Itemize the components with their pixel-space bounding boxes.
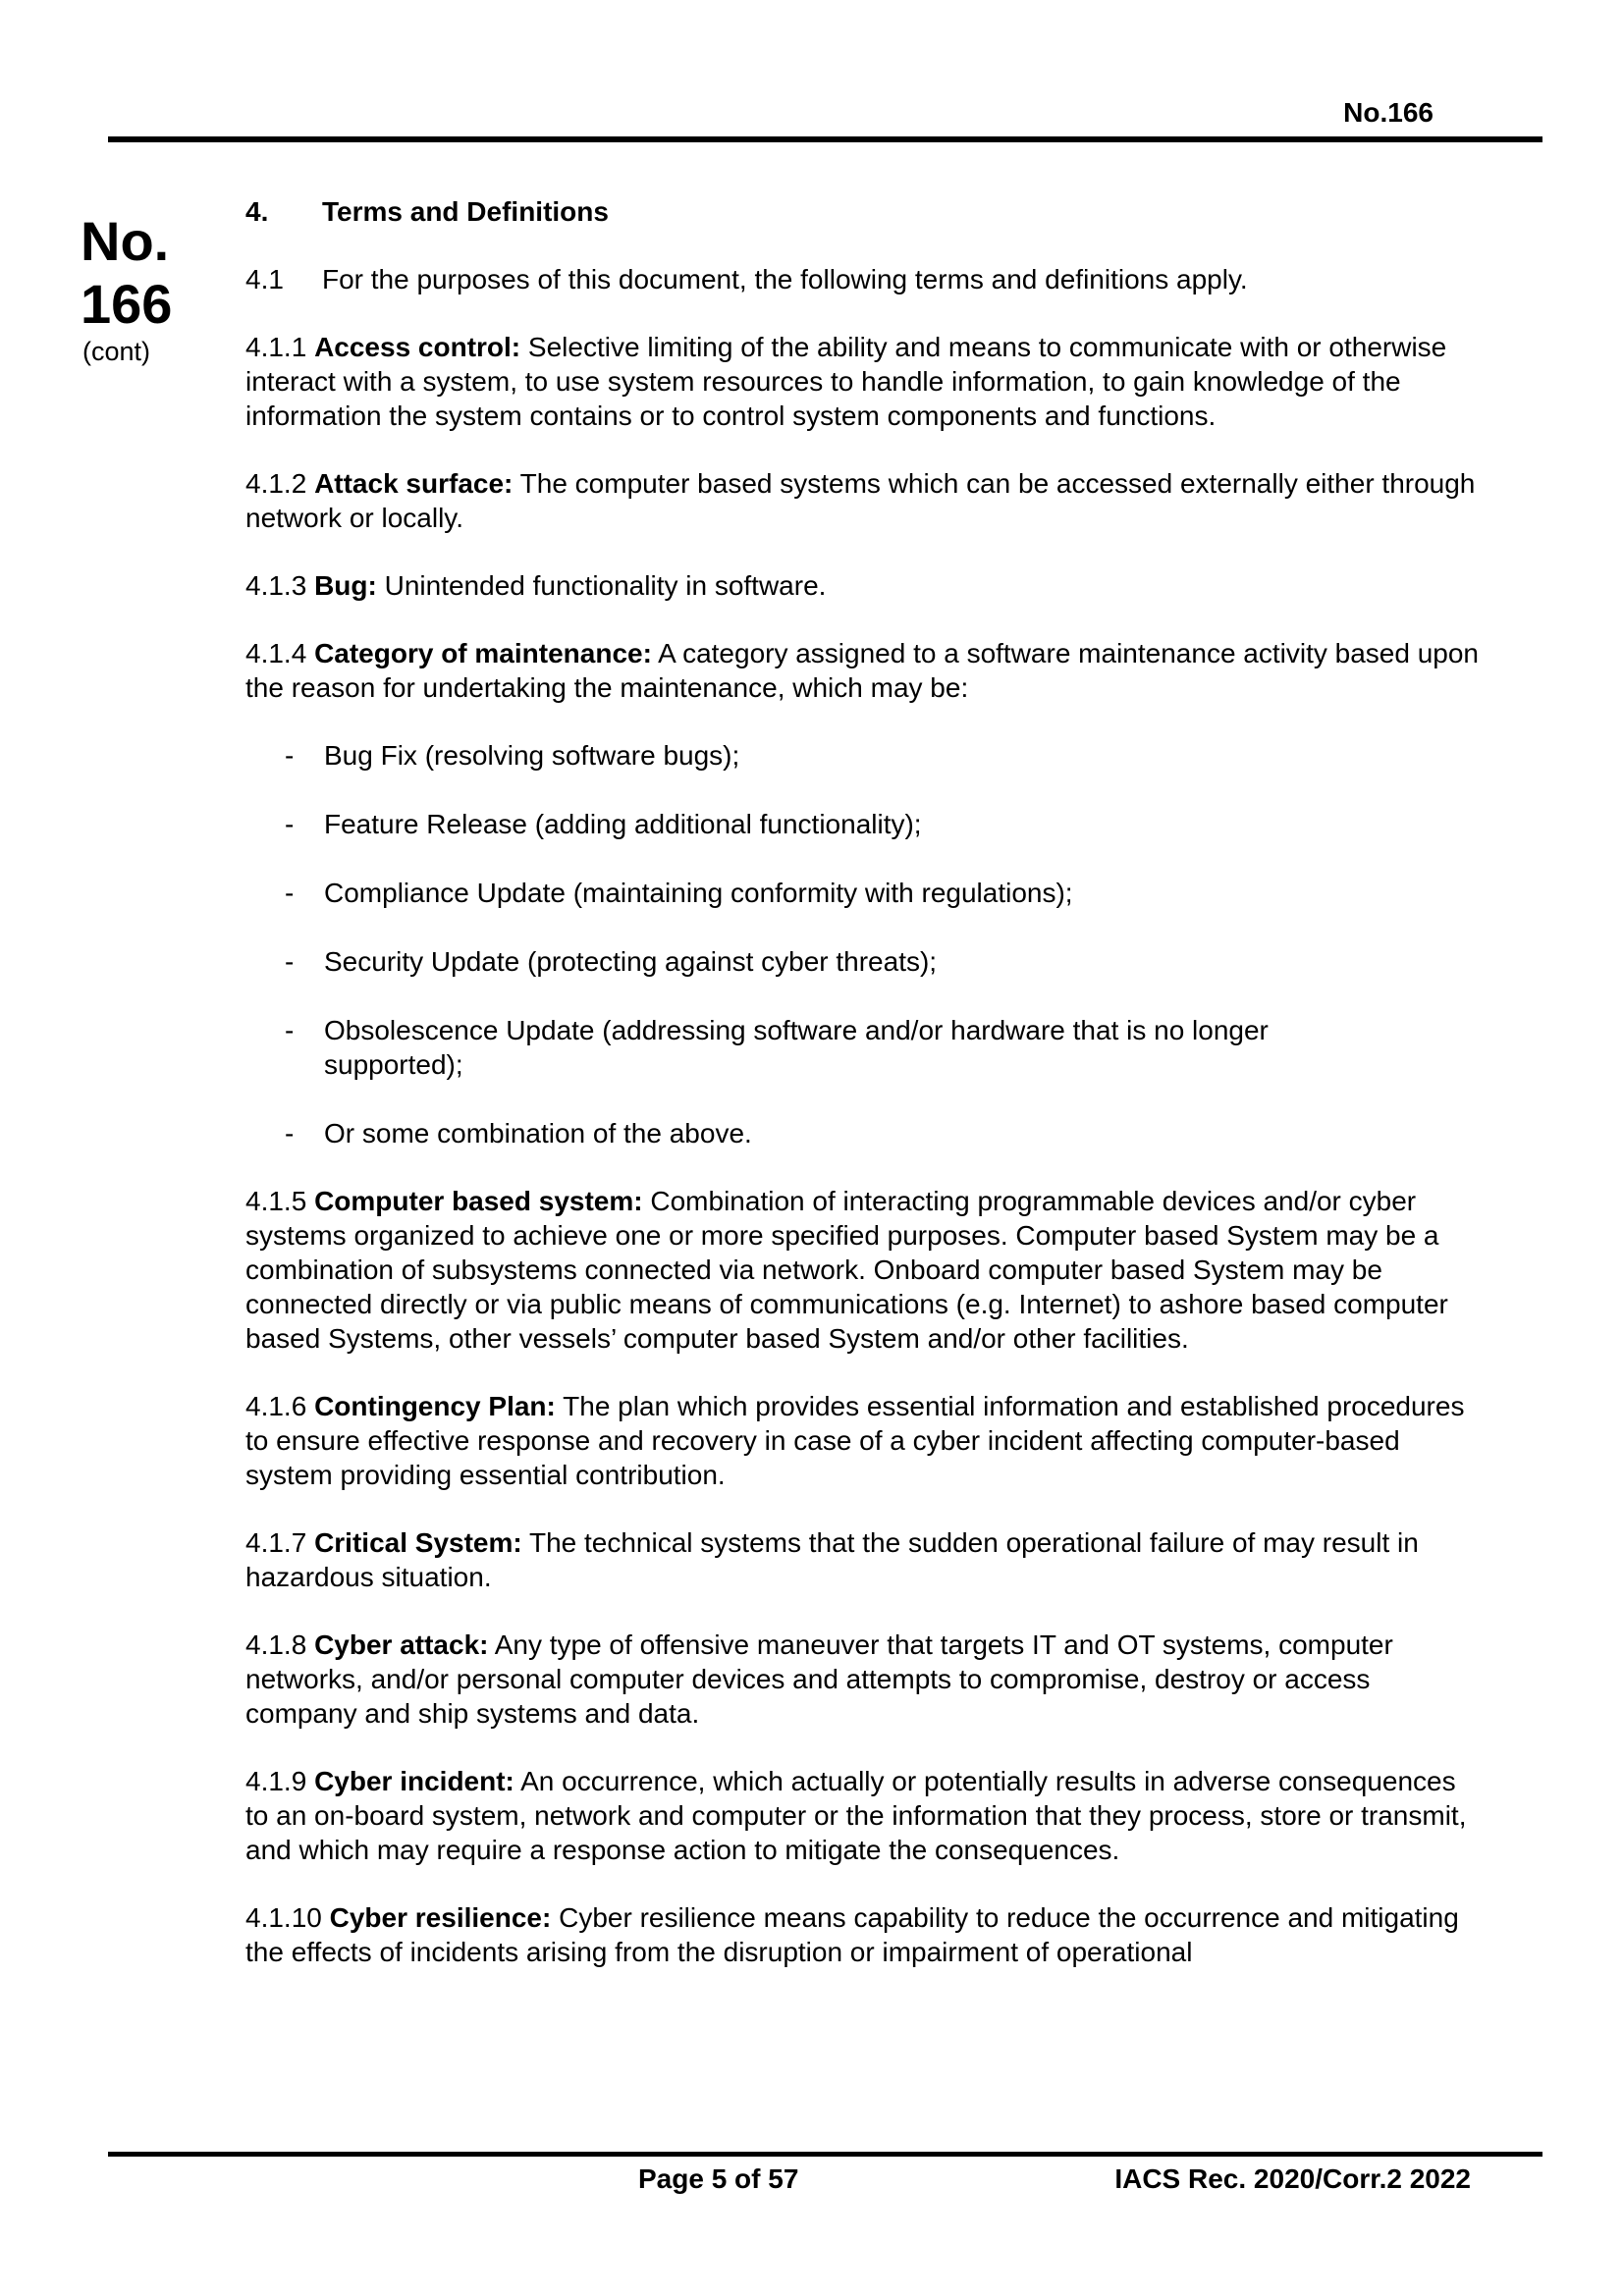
term-number: 4.1.3 bbox=[245, 570, 307, 601]
section-heading bbox=[245, 194, 1479, 229]
bullet-dash: - bbox=[285, 878, 295, 908]
list-item-text: Security Update (protecting against cyber threats); bbox=[324, 946, 938, 977]
term-name: Category of maintenance: bbox=[314, 638, 652, 668]
term-name: Contingency Plan: bbox=[314, 1391, 556, 1421]
term-access-control bbox=[245, 330, 1479, 433]
bullet-dash: - bbox=[285, 1118, 295, 1148]
term-name: Computer based system: bbox=[314, 1186, 643, 1216]
side-label-no: No. bbox=[81, 210, 170, 272]
term-bug bbox=[245, 568, 1479, 603]
side-label bbox=[81, 210, 179, 367]
term-attack-surface bbox=[245, 466, 1479, 535]
term-name: Access control: bbox=[314, 332, 521, 362]
term-name: Bug: bbox=[314, 570, 377, 601]
list-item-text: Obsolescence Update (addressing software and/or hardware that is no longer supported); bbox=[324, 1015, 1269, 1080]
term-number: 4.1.5 bbox=[245, 1186, 307, 1216]
term-definition: An occurrence, which actually or potentially results in adverse consequences to an on-board system, network and computer or the information that they process, store or transmit, and which may require a response action to mitigate the consequences. bbox=[245, 1766, 1467, 1865]
page-number: Page 5 of 57 bbox=[638, 2163, 799, 2194]
term-name: Cyber incident: bbox=[314, 1766, 514, 1796]
maintenance-category-list bbox=[245, 738, 1479, 1150]
list-item-text: Or some combination of the above. bbox=[324, 1118, 752, 1148]
term-number: 4.1.8 bbox=[245, 1629, 307, 1660]
term-number: 4.1.6 bbox=[245, 1391, 307, 1421]
section-number: 4. bbox=[245, 196, 269, 227]
side-label-cont: (cont) bbox=[82, 337, 151, 366]
term-definition: Unintended functionality in software. bbox=[384, 570, 827, 601]
term-name: Critical System: bbox=[314, 1527, 522, 1558]
list-item bbox=[245, 1116, 1479, 1150]
intro-number: 4.1 bbox=[245, 264, 284, 294]
term-number: 4.1.10 bbox=[245, 1902, 322, 1933]
list-item bbox=[245, 738, 1479, 773]
term-definition: The computer based systems which can be accessed externally either through network or locally. bbox=[245, 468, 1476, 533]
term-definition: A category assigned to a software maintenance activity based upon the reason for undertaking the maintenance, which may be: bbox=[245, 638, 1479, 703]
header-rule bbox=[108, 136, 1542, 142]
bullet-dash: - bbox=[285, 809, 295, 839]
footer-rule bbox=[108, 2152, 1542, 2157]
term-name: Cyber resilience: bbox=[329, 1902, 552, 1933]
term-computer-based-system bbox=[245, 1184, 1479, 1356]
term-definition: Selective limiting of the ability and means to communicate with or otherwise interact with a system, to use system resources to handle information, to gain knowledge of the information the system contains or to control system components and functions. bbox=[245, 332, 1447, 431]
list-item bbox=[245, 807, 1479, 841]
intro-text: For the purposes of this document, the following terms and definitions apply. bbox=[322, 264, 1248, 294]
term-definition: Any type of offensive maneuver that targets IT and OT systems, computer networks, and/or personal computer devices and attempts to compromise, destroy or access company and ship systems and data. bbox=[245, 1629, 1393, 1729]
bullet-dash: - bbox=[285, 740, 295, 771]
header-doc-number: No.166 bbox=[1343, 97, 1434, 128]
term-cyber-resilience bbox=[245, 1900, 1479, 1969]
bullet-dash: - bbox=[285, 1015, 295, 1045]
term-number: 4.1.4 bbox=[245, 638, 307, 668]
term-cyber-incident bbox=[245, 1764, 1479, 1867]
list-item bbox=[245, 876, 1479, 910]
bullet-dash: - bbox=[285, 946, 295, 977]
term-cyber-attack bbox=[245, 1628, 1479, 1731]
list-item-text: Bug Fix (resolving software bugs); bbox=[324, 740, 740, 771]
term-number: 4.1.2 bbox=[245, 468, 307, 499]
list-item bbox=[245, 944, 1479, 979]
list-item bbox=[245, 1013, 1479, 1082]
term-number: 4.1.7 bbox=[245, 1527, 307, 1558]
side-label-number: 166 bbox=[81, 273, 173, 335]
term-name: Attack surface: bbox=[314, 468, 514, 499]
term-definition: Combination of interacting programmable devices and/or cyber systems organized to achieve one or more specified purposes. Computer based System may be a combination of subsystems connected via network. Onboard computer based System may be connected directly or via public means of communications (e.g. Internet) to ashore based computer based Systems, other vessels’ computer based System and/or other facilities. bbox=[245, 1186, 1448, 1354]
term-name: Cyber attack: bbox=[314, 1629, 489, 1660]
document-body bbox=[245, 194, 1479, 1969]
term-definition: Cyber resilience means capability to reduce the occurrence and mitigating the effects of incidents arising from the disruption or impairment of operational bbox=[245, 1902, 1459, 1967]
section-title: Terms and Definitions bbox=[322, 196, 609, 227]
term-critical-system bbox=[245, 1525, 1479, 1594]
document-reference: IACS Rec. 2020/Corr.2 2022 bbox=[1114, 2163, 1471, 2194]
term-definition: The plan which provides essential information and established procedures to ensure effective response and recovery in case of a cyber incident affecting computer-based system providing essential contribution. bbox=[245, 1391, 1465, 1490]
list-item-text: Feature Release (adding additional functionality); bbox=[324, 809, 922, 839]
list-item-text: Compliance Update (maintaining conformity with regulations); bbox=[324, 878, 1073, 908]
term-number: 4.1.1 bbox=[245, 332, 307, 362]
intro-paragraph bbox=[245, 262, 1479, 296]
term-contingency-plan bbox=[245, 1389, 1479, 1492]
term-category-of-maintenance bbox=[245, 636, 1479, 705]
term-number: 4.1.9 bbox=[245, 1766, 307, 1796]
term-definition: The technical systems that the sudden operational failure of may result in hazardous situation. bbox=[245, 1527, 1419, 1592]
